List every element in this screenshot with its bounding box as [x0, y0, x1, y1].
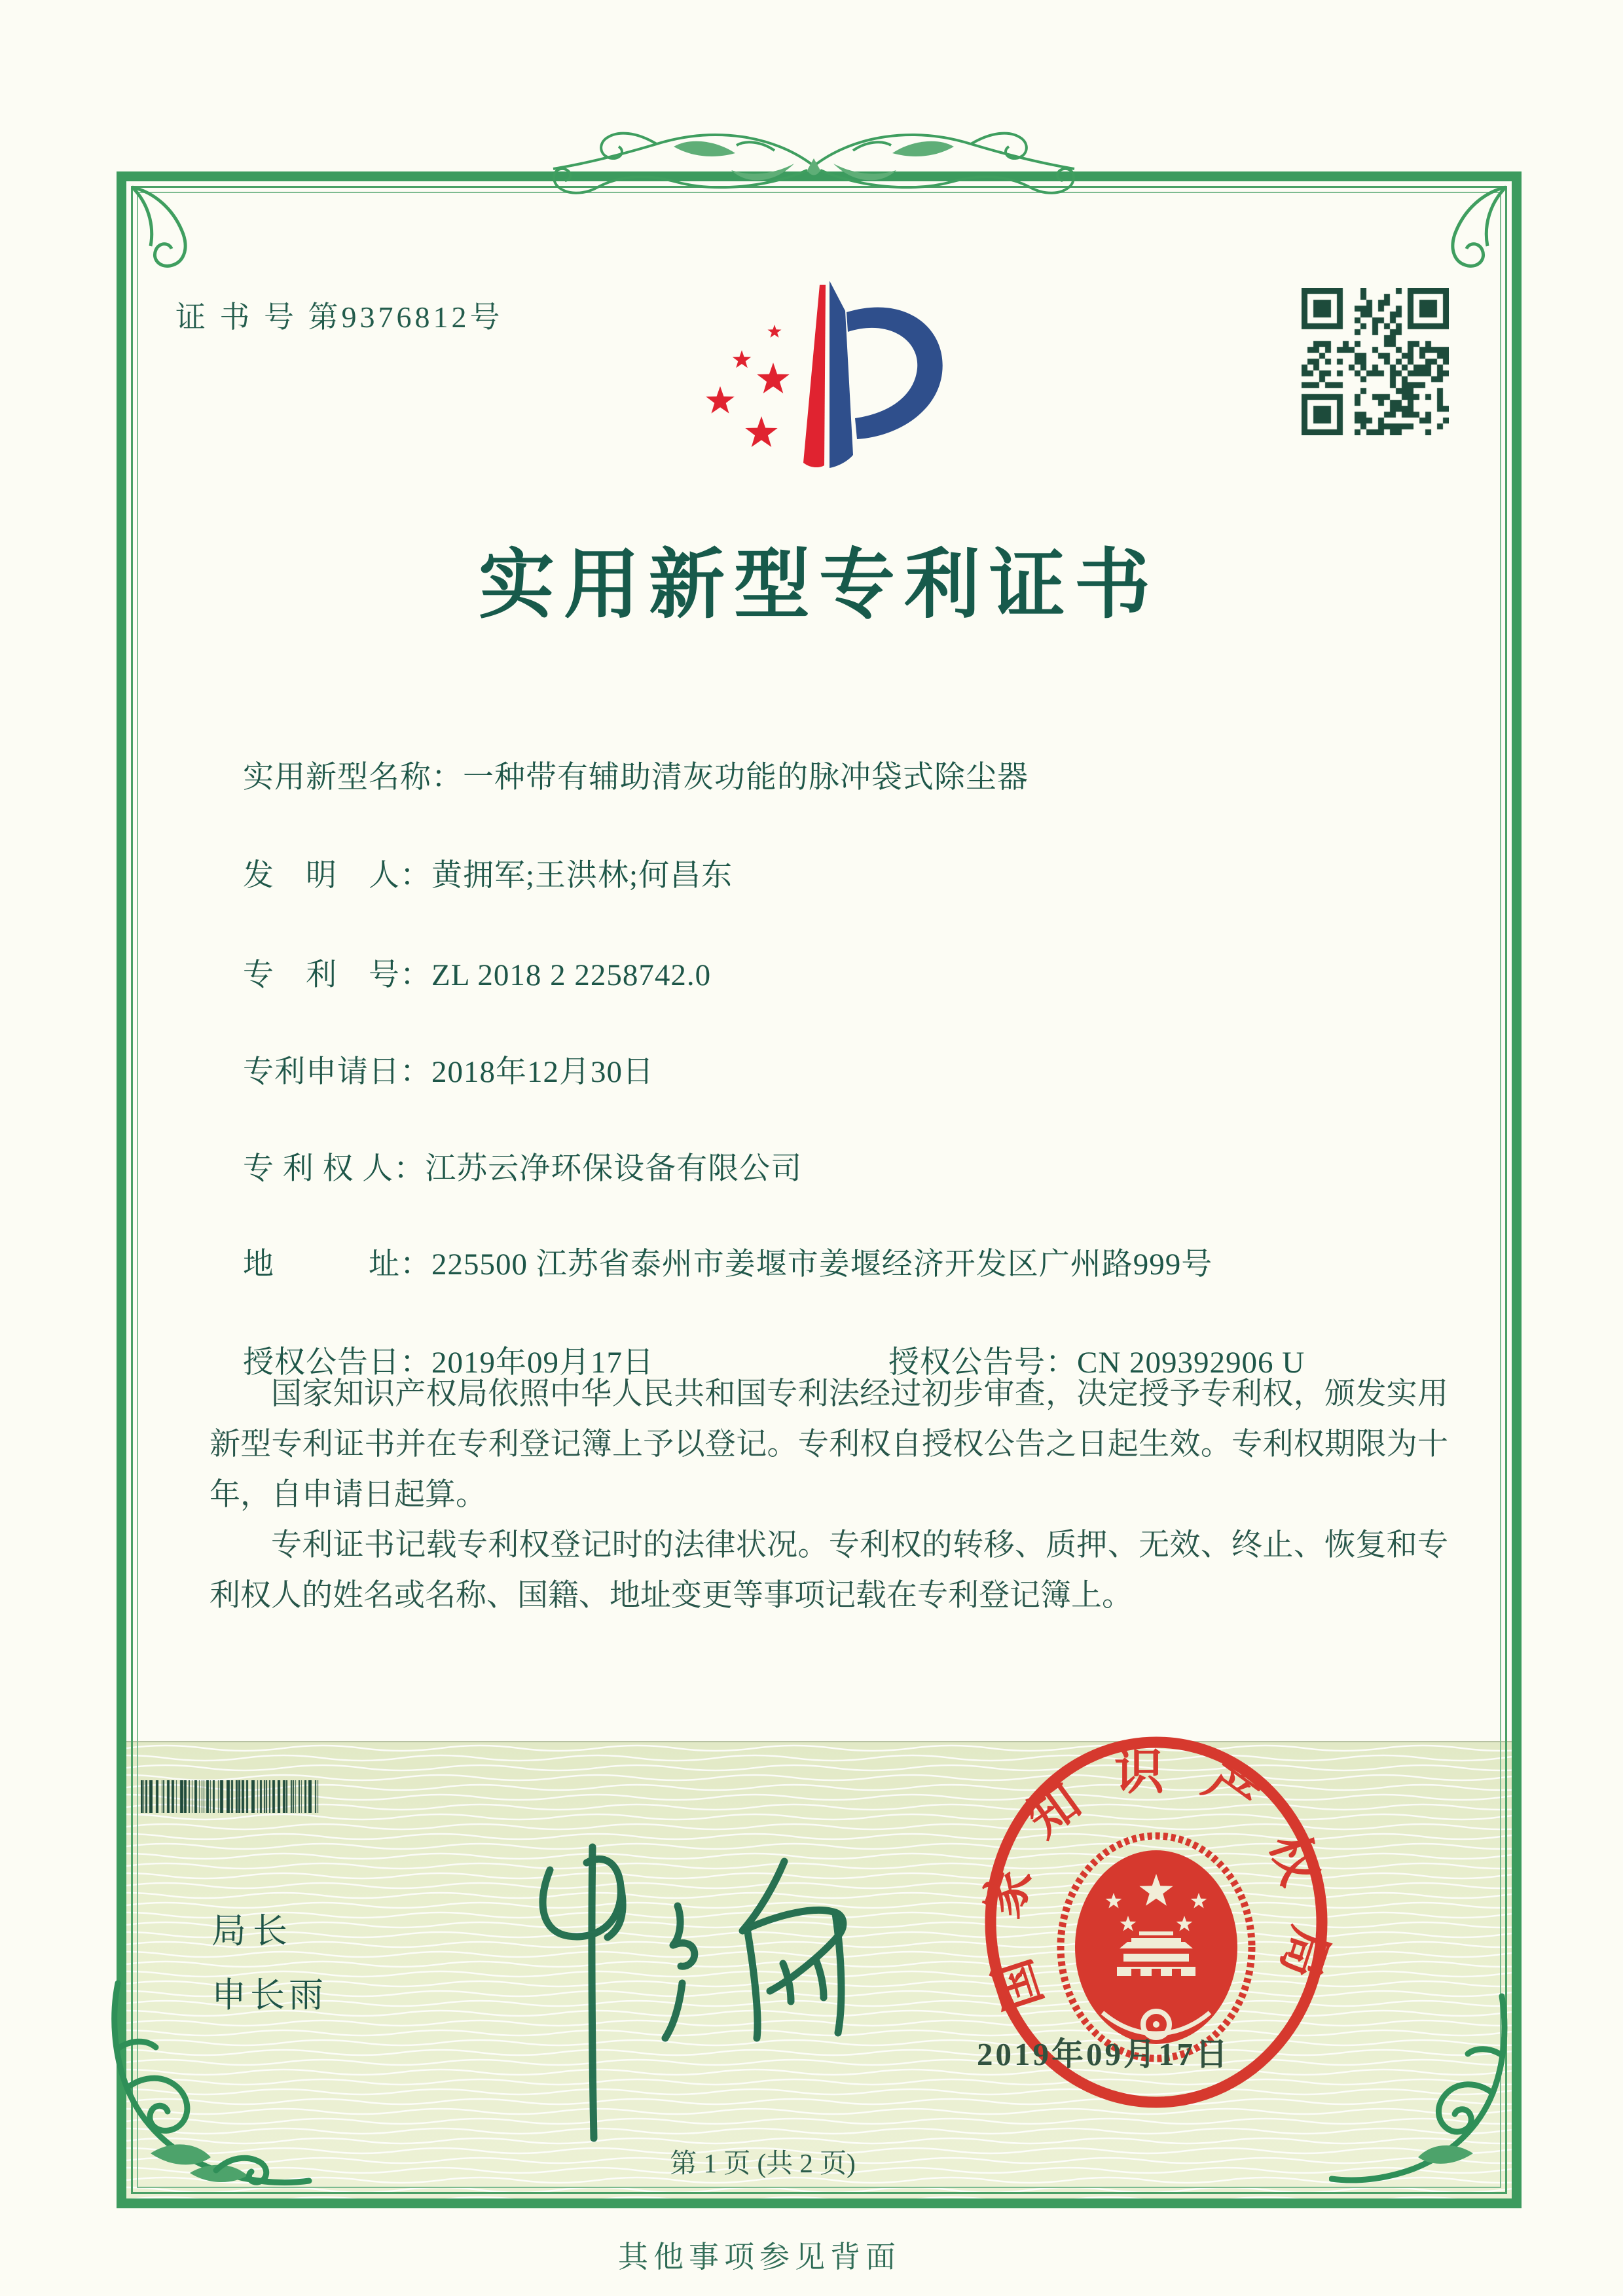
- field-label: 地 址：: [243, 1247, 431, 1282]
- barcode: [141, 1780, 319, 1813]
- certificate-number: 证 书 号 第9376812号: [175, 300, 503, 334]
- logo-red-spike: [803, 285, 826, 467]
- back-note: 其他事项参见背面: [618, 2240, 901, 2274]
- field-value: ZL 2018 2 2258742.0: [431, 958, 712, 992]
- corner-ornament-bottom-left: [98, 1977, 314, 2199]
- cnipa-logo: [691, 272, 953, 488]
- field-row-name: [210, 717, 1029, 832]
- star-icon: [757, 363, 789, 393]
- field-value: 2018年12月30日: [431, 1055, 654, 1089]
- field-label: 专 利 号：: [243, 958, 431, 992]
- seal-date: 2019年09月17日: [977, 2036, 1231, 2072]
- certificate-title: 实用新型专利证书: [479, 544, 1159, 628]
- field-label: 专 利 权 人：: [243, 1152, 426, 1186]
- seal-national-emblem: [1061, 1836, 1252, 2058]
- seal-ring-text: 国家知识产权局: [974, 1745, 1338, 2017]
- field-label: 专利申请日：: [243, 1055, 431, 1089]
- star-icon: [733, 350, 752, 368]
- logo-blue-bowl: [847, 307, 943, 439]
- director-signature: [452, 1808, 871, 2148]
- director-name: 申长雨: [211, 1977, 327, 2015]
- director-label: 局长: [211, 1912, 294, 1950]
- field-label: 授权公告号：: [888, 1346, 1077, 1380]
- field-value: 江苏云净环保设备有限公司: [425, 1152, 803, 1186]
- star-icon: [745, 416, 777, 447]
- field-label: 实用新型名称：: [243, 761, 463, 795]
- legal-paragraph-1: 国家知识产权局依照中华人民共和国专利法经过初步审查，决定授予专利权，颁发实用新型专利证书并在专利登记簿上予以登记。专利权自授权公告之日起生效。专利权期限为十年，自申请日起算。: [210, 1377, 1448, 1512]
- field-row-inventors: [210, 816, 733, 930]
- field-label: 发 明 人：: [243, 859, 431, 893]
- field-value: 225500 江苏省泰州市姜堰市姜堰经济开发区广州路999号: [431, 1247, 1213, 1282]
- field-value: 黄拥军;王洪林;何昌东: [431, 859, 733, 893]
- corner-ornament-bottom-right: [1329, 1990, 1519, 2199]
- field-value: 一种带有辅助清灰功能的脉冲袋式除尘器: [463, 761, 1029, 795]
- field-value: CN 209392906 U: [1077, 1346, 1305, 1380]
- corner-ornament-top-right: [1412, 183, 1510, 281]
- logo-stars: [706, 325, 790, 447]
- top-ornament: [549, 124, 1079, 229]
- corner-ornament-top-left: [128, 183, 227, 281]
- field-value: 2019年09月17日: [431, 1346, 654, 1380]
- page-number: 第 1 页 (共 2 页): [670, 2148, 856, 2178]
- legal-text: [210, 1369, 1448, 1621]
- field-row-address: [210, 1204, 1213, 1319]
- logo-blue-wedge: [830, 281, 853, 468]
- field-label: 授权公告日：: [243, 1346, 431, 1380]
- star-icon: [768, 325, 782, 338]
- star-icon: [706, 386, 735, 414]
- qr-code: [1302, 288, 1449, 435]
- legal-paragraph-2: 专利证书记载专利权登记时的法律状况。专利权的转移、质押、无效、终止、恢复和专利权人的姓名或名称、国籍、地址变更等事项记载在专利登记簿上。: [210, 1528, 1448, 1613]
